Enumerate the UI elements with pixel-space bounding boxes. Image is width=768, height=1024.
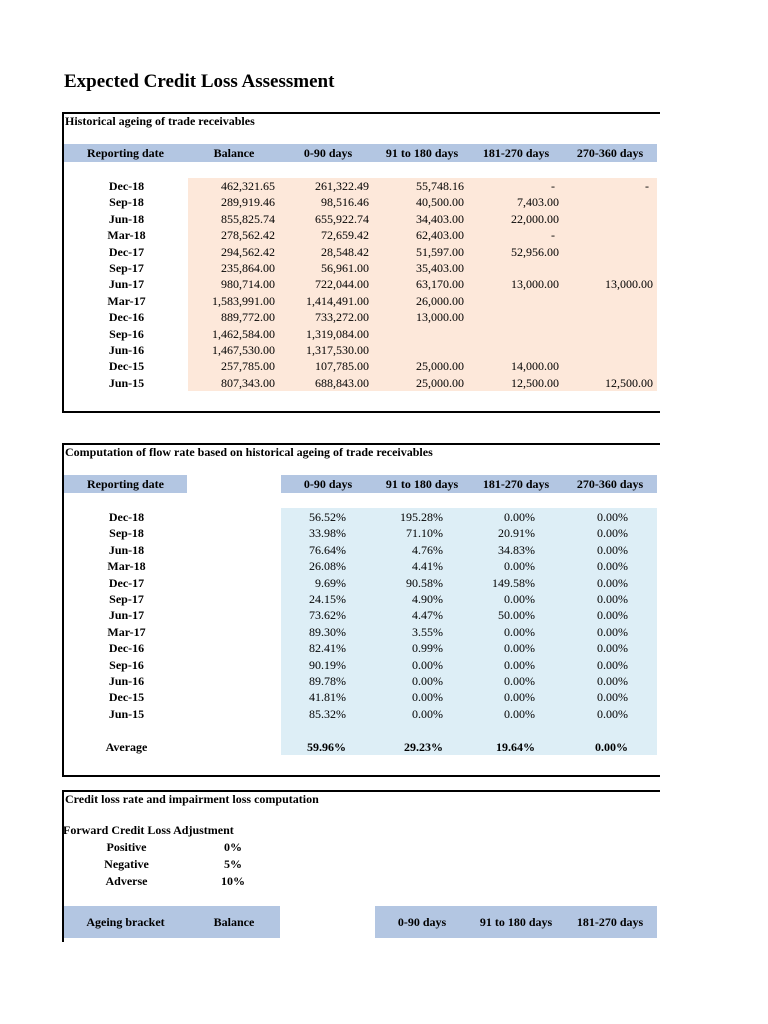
table-cell: 807,343.00 — [221, 375, 275, 390]
table-cell: 62,403.00 — [416, 228, 464, 243]
column-header: 181-270 days — [576, 914, 644, 929]
reporting-date: Jun-17 — [108, 608, 145, 623]
reporting-date: Dec-17 — [108, 244, 145, 259]
reporting-date: Dec-15 — [108, 359, 145, 374]
flow-rate-cell: 0.00% — [504, 706, 535, 721]
average-cell: 19.64% — [496, 740, 535, 754]
document-title: Expected Credit Loss Assessment — [64, 71, 335, 92]
table-cell: 25,000.00 — [416, 359, 464, 374]
table-cell: 1,467,530.00 — [212, 343, 275, 357]
flow-rate-cell: 0.00% — [597, 624, 628, 639]
table-cell: 55,748.16 — [416, 179, 464, 193]
average-cell: 29.23% — [404, 740, 443, 754]
flow-rate-cell: 0.00% — [597, 510, 628, 524]
reporting-date: Jun-16 — [108, 674, 145, 688]
table-cell: 63,170.00 — [416, 277, 464, 292]
average-label: Average — [105, 740, 148, 754]
table-cell: 14,000.00 — [511, 359, 559, 374]
fcl-rate: 10% — [221, 874, 245, 888]
column-header: 91 to 180 days — [385, 476, 459, 491]
table-cell: 13,000.00 — [511, 277, 559, 292]
reporting-date: Dec-16 — [108, 310, 145, 325]
column-header: Ageing bracket — [86, 914, 165, 929]
column-header: Balance — [213, 145, 255, 160]
flow-rate-cell: 4.47% — [412, 608, 443, 623]
table-cell: 1,319,084.00 — [306, 326, 369, 341]
flow-rate-cell: 90.58% — [406, 575, 443, 590]
table-cell: 855,825.74 — [221, 211, 275, 226]
flow-rate-cell: 76.64% — [309, 542, 346, 557]
fcl-rate: 0% — [224, 840, 242, 854]
reporting-date: Dec-18 — [108, 510, 145, 524]
reporting-date: Sep-17 — [109, 261, 144, 275]
flow-rate-cell: 34.83% — [498, 542, 535, 557]
flow-rate-cell: 0.00% — [504, 559, 535, 574]
flow-rate-cell: 195.28% — [400, 510, 443, 524]
flow-rate-cell: 0.00% — [597, 526, 628, 541]
flow-rate-cell: 0.00% — [597, 575, 628, 590]
fcl-scenario: Negative — [104, 857, 149, 871]
flow-rate-cell: 0.00% — [412, 657, 443, 672]
flow-rate-cell: 89.78% — [309, 674, 346, 688]
table-cell: 261,322.49 — [315, 179, 369, 193]
flow-rate-cell: 20.91% — [498, 526, 535, 541]
flow-rate-cell: 41.81% — [309, 690, 346, 705]
flow-rate-cell: 82.41% — [309, 641, 346, 656]
average-cell: 59.96% — [307, 740, 346, 754]
table-cell: 889,772.00 — [221, 310, 275, 325]
table-cell: 52,956.00 — [511, 244, 559, 259]
flow-rate-cell: 4.76% — [412, 542, 443, 557]
flow-rate-cell: 33.98% — [309, 526, 346, 541]
table-cell: 56,961.00 — [321, 261, 369, 275]
reporting-date: Mar-18 — [107, 559, 146, 574]
table-cell: 12,500.00 — [605, 375, 653, 390]
flow-rate-cell: 0.00% — [412, 706, 443, 721]
section-title: Credit loss rate and impairment loss computation — [65, 792, 319, 806]
table-cell: 688,843.00 — [315, 375, 369, 390]
column-header: 0-90 days — [303, 476, 353, 491]
flow-rate-cell: 0.00% — [504, 690, 535, 705]
reporting-date: Dec-16 — [108, 641, 145, 656]
reporting-date: Jun-18 — [108, 211, 145, 226]
flow-rate-cell: 0.00% — [504, 510, 535, 524]
flow-rate-cell: 0.00% — [504, 657, 535, 672]
reporting-date: Sep-18 — [109, 195, 144, 210]
table-cell: 980,714.00 — [221, 277, 275, 292]
table-cell: 462,321.65 — [221, 179, 275, 193]
table-cell: 98,516.46 — [321, 195, 369, 210]
flow-rate-cell: 9.69% — [315, 575, 346, 590]
table-cell: 1,583,991.00 — [212, 293, 275, 308]
flow-rate-cell: 89.30% — [309, 624, 346, 639]
table-cell: 28,548.42 — [321, 244, 369, 259]
flow-rate-cell: 0.00% — [504, 592, 535, 606]
column-header: 91 to 180 days — [385, 145, 459, 160]
table-cell: 1,462,584.00 — [212, 326, 275, 341]
flow-rate-cell: 71.10% — [406, 526, 443, 541]
table-cell: - — [645, 179, 649, 193]
table-cell: - — [551, 179, 555, 193]
flow-rate-cell: 0.00% — [412, 690, 443, 705]
table-cell: 7,403.00 — [517, 195, 559, 210]
flow-rate-cell: 90.19% — [309, 657, 346, 672]
flow-rate-cell: 0.00% — [597, 542, 628, 557]
reporting-date: Sep-16 — [109, 657, 144, 672]
table-cell: 25,000.00 — [416, 375, 464, 390]
reporting-date: Jun-18 — [108, 542, 145, 557]
flow-rate-cell: 85.32% — [309, 706, 346, 721]
column-header: Balance — [213, 914, 255, 929]
reporting-date: Mar-17 — [107, 293, 146, 308]
table-cell: 733,272.00 — [315, 310, 369, 325]
flow-rate-cell: 4.41% — [412, 559, 443, 574]
flow-rate-cell: 0.00% — [412, 674, 443, 688]
flow-rate-cell: 0.99% — [412, 641, 443, 656]
flow-rate-cell: 3.55% — [412, 624, 443, 639]
flow-rate-cell: 50.00% — [498, 608, 535, 623]
column-header: 91 to 180 days — [479, 914, 553, 929]
table-cell: 722,044.00 — [315, 277, 369, 292]
flow-rate-cell: 0.00% — [597, 706, 628, 721]
table-cell: 40,500.00 — [416, 195, 464, 210]
flow-rate-cell: 0.00% — [504, 641, 535, 656]
table-cell: - — [551, 228, 555, 243]
reporting-date: Jun-16 — [108, 343, 145, 357]
table-cell: 1,414,491.00 — [306, 293, 369, 308]
average-cell: 0.00% — [595, 740, 628, 754]
table-cell: 35,403.00 — [416, 261, 464, 275]
column-header: 0-90 days — [303, 145, 353, 160]
reporting-date: Dec-18 — [108, 179, 145, 193]
table-cell: 278,562.42 — [221, 228, 275, 243]
fcl-scenario: Positive — [106, 840, 147, 854]
table-cell: 257,785.00 — [221, 359, 275, 374]
column-header: 270-360 days — [576, 476, 644, 491]
table-cell: 34,403.00 — [416, 211, 464, 226]
reporting-date: Sep-17 — [109, 592, 144, 606]
table-cell: 107,785.00 — [315, 359, 369, 374]
flow-rate-cell: 0.00% — [597, 690, 628, 705]
section-title: Historical ageing of trade receivables — [65, 114, 255, 128]
column-header: Reporting date — [87, 145, 164, 160]
table-cell: 22,000.00 — [511, 211, 559, 226]
flow-rate-cell: 24.15% — [309, 592, 346, 606]
flow-rate-cell: 26.08% — [309, 559, 346, 574]
flow-rate-cell: 0.00% — [597, 641, 628, 656]
section-title: Computation of flow rate based on historical ageing of trade receivables — [65, 445, 433, 459]
column-header: 181-270 days — [482, 145, 550, 160]
reporting-date: Dec-15 — [108, 690, 145, 705]
flow-rate-cell: 0.00% — [597, 674, 628, 688]
flow-rate-cell: 56.52% — [309, 510, 346, 524]
reporting-date: Jun-15 — [108, 375, 145, 390]
reporting-date: Jun-17 — [108, 277, 145, 292]
table-cell: 12,500.00 — [511, 375, 559, 390]
flow-rate-cell: 0.00% — [597, 592, 628, 606]
table-cell: 13,000.00 — [416, 310, 464, 325]
flow-rate-cell: 0.00% — [597, 608, 628, 623]
fcl-scenario: Adverse — [105, 874, 148, 888]
flow-rate-cell: 0.00% — [504, 674, 535, 688]
column-header: 270-360 days — [576, 145, 644, 160]
table-cell: 72,659.42 — [321, 228, 369, 243]
fcl-rate: 5% — [224, 857, 242, 871]
flow-rate-cell: 149.58% — [492, 575, 535, 590]
table-cell: 289,919.46 — [221, 195, 275, 210]
fcl-title: Forward Credit Loss Adjustment — [63, 823, 234, 837]
reporting-date: Jun-15 — [108, 706, 145, 721]
table-cell: 235,864.00 — [221, 261, 275, 275]
table-cell: 1,317,530.00 — [306, 343, 369, 357]
flow-rate-cell: 4.90% — [412, 592, 443, 606]
table-cell: 51,597.00 — [416, 244, 464, 259]
table-cell: 13,000.00 — [605, 277, 653, 292]
column-header: 181-270 days — [482, 476, 550, 491]
flow-rate-cell: 73.62% — [309, 608, 346, 623]
reporting-date: Mar-18 — [107, 228, 146, 243]
flow-rate-cell: 0.00% — [597, 559, 628, 574]
column-header: Reporting date — [87, 476, 164, 491]
table-cell: 294,562.42 — [221, 244, 275, 259]
reporting-date: Dec-17 — [108, 575, 145, 590]
flow-rate-cell: 0.00% — [597, 657, 628, 672]
column-header: 0-90 days — [397, 914, 447, 929]
reporting-date: Mar-17 — [107, 624, 146, 639]
reporting-date: Sep-18 — [109, 526, 144, 541]
table-cell: 26,000.00 — [416, 293, 464, 308]
flow-rate-cell: 0.00% — [504, 624, 535, 639]
reporting-date: Sep-16 — [109, 326, 144, 341]
table-cell: 655,922.74 — [315, 211, 369, 226]
